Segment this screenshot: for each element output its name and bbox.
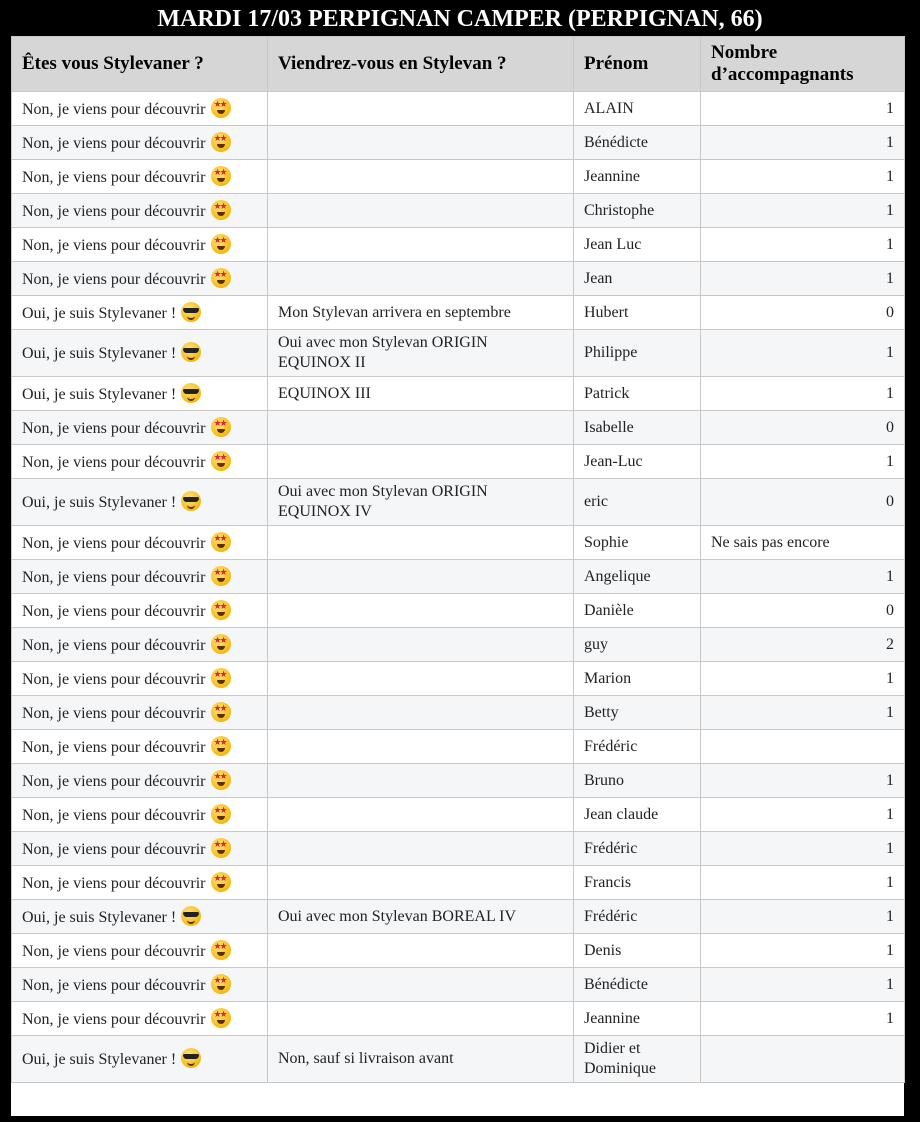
cell-vehicle xyxy=(268,934,574,968)
registrations-table xyxy=(11,36,905,1083)
table-body xyxy=(12,92,905,1083)
cell-vehicle xyxy=(268,445,574,479)
cell-companions: 1 xyxy=(701,194,905,228)
cell-companions: 1 xyxy=(701,1002,905,1036)
cell-firstname: Hubert xyxy=(574,296,701,330)
status-text: Oui, je suis Stylevaner ! xyxy=(22,494,177,511)
column-header-firstname: Prénom xyxy=(574,37,701,92)
cell-stylevaner xyxy=(12,377,268,411)
cell-vehicle xyxy=(268,730,574,764)
sunglasses-emoji-icon xyxy=(181,342,201,362)
table-row xyxy=(12,194,905,228)
cell-companions: 0 xyxy=(701,479,905,526)
table-row xyxy=(12,696,905,730)
cell-stylevaner xyxy=(12,832,268,866)
table-row xyxy=(12,1002,905,1036)
cell-vehicle xyxy=(268,560,574,594)
cell-companions xyxy=(701,730,905,764)
cell-companions: 1 xyxy=(701,764,905,798)
cell-vehicle xyxy=(268,628,574,662)
cell-stylevaner xyxy=(12,594,268,628)
star-struck-emoji-icon xyxy=(211,532,231,552)
cell-companions: Ne sais pas encore xyxy=(701,526,905,560)
cell-companions xyxy=(701,1036,905,1083)
status-text: Non, je viens pour découvrir xyxy=(22,806,206,824)
cell-stylevaner xyxy=(12,445,268,479)
table-row xyxy=(12,968,905,1002)
status-text: Non, je viens pour découvrir xyxy=(22,942,206,960)
table-row xyxy=(12,1036,905,1083)
cell-firstname: Marion xyxy=(574,662,701,696)
status-text: Non, je viens pour découvrir xyxy=(22,1010,206,1028)
cell-firstname: Isabelle xyxy=(574,411,701,445)
star-struck-emoji-icon xyxy=(211,872,231,892)
cell-companions: 1 xyxy=(701,377,905,411)
status-text: Non, je viens pour découvrir xyxy=(22,134,206,152)
cell-vehicle xyxy=(268,764,574,798)
sunglasses-emoji-icon xyxy=(181,302,201,322)
cell-companions: 1 xyxy=(701,228,905,262)
status-text: Non, je viens pour découvrir xyxy=(22,636,206,654)
cell-companions: 1 xyxy=(701,900,905,934)
cell-firstname: Betty xyxy=(574,696,701,730)
cell-companions: 1 xyxy=(701,160,905,194)
cell-companions: 0 xyxy=(701,411,905,445)
cell-firstname: Jean xyxy=(574,262,701,296)
cell-firstname: Francis xyxy=(574,866,701,900)
status-text: Non, je viens pour découvrir xyxy=(22,453,206,471)
status-text: Non, je viens pour découvrir xyxy=(22,602,206,620)
header-row xyxy=(12,37,905,92)
cell-stylevaner xyxy=(12,126,268,160)
sunglasses-emoji-icon xyxy=(181,906,201,926)
cell-firstname: guy xyxy=(574,628,701,662)
cell-vehicle: EQUINOX III xyxy=(268,377,574,411)
cell-firstname: Jeannine xyxy=(574,160,701,194)
star-struck-emoji-icon xyxy=(211,736,231,756)
cell-vehicle xyxy=(268,262,574,296)
cell-vehicle xyxy=(268,798,574,832)
cell-stylevaner xyxy=(12,296,268,330)
star-struck-emoji-icon xyxy=(211,702,231,722)
cell-vehicle xyxy=(268,160,574,194)
table-row xyxy=(12,126,905,160)
cell-stylevaner xyxy=(12,228,268,262)
table-row xyxy=(12,479,905,526)
cell-firstname: Bénédicte xyxy=(574,126,701,160)
cell-vehicle xyxy=(268,866,574,900)
star-struck-emoji-icon xyxy=(211,770,231,790)
cell-vehicle: Oui avec mon Stylevan ORIGIN EQUINOX II xyxy=(268,330,574,377)
cell-stylevaner xyxy=(12,262,268,296)
status-text: Non, je viens pour découvrir xyxy=(22,100,206,118)
status-text: Non, je viens pour découvrir xyxy=(22,840,206,858)
status-text: Oui, je suis Stylevaner ! xyxy=(22,345,177,362)
cell-stylevaner xyxy=(12,764,268,798)
cell-firstname: Angelique xyxy=(574,560,701,594)
star-struck-emoji-icon xyxy=(211,566,231,586)
cell-companions: 1 xyxy=(701,662,905,696)
cell-stylevaner xyxy=(12,92,268,126)
cell-stylevaner xyxy=(12,160,268,194)
star-struck-emoji-icon xyxy=(211,132,231,152)
cell-firstname: Jean-Luc xyxy=(574,445,701,479)
cell-stylevaner xyxy=(12,934,268,968)
cell-vehicle: Mon Stylevan arrivera en septembre xyxy=(268,296,574,330)
cell-vehicle xyxy=(268,526,574,560)
star-struck-emoji-icon xyxy=(211,940,231,960)
cell-vehicle xyxy=(268,1002,574,1036)
cell-vehicle xyxy=(268,126,574,160)
status-text: Oui, je suis Stylevaner ! xyxy=(22,385,177,403)
table-row xyxy=(12,866,905,900)
star-struck-emoji-icon xyxy=(211,200,231,220)
star-struck-emoji-icon xyxy=(211,166,231,186)
cell-companions: 0 xyxy=(701,594,905,628)
cell-vehicle: Oui avec mon Stylevan BOREAL IV xyxy=(268,900,574,934)
cell-stylevaner xyxy=(12,479,268,526)
cell-vehicle xyxy=(268,662,574,696)
star-struck-emoji-icon xyxy=(211,668,231,688)
cell-stylevaner xyxy=(12,1002,268,1036)
status-text: Non, je viens pour découvrir xyxy=(22,670,206,688)
table-row xyxy=(12,662,905,696)
cell-vehicle xyxy=(268,92,574,126)
cell-stylevaner xyxy=(12,411,268,445)
cell-firstname: Jean claude xyxy=(574,798,701,832)
cell-companions: 1 xyxy=(701,262,905,296)
cell-stylevaner xyxy=(12,560,268,594)
cell-companions: 1 xyxy=(701,92,905,126)
cell-stylevaner xyxy=(12,194,268,228)
cell-companions: 1 xyxy=(701,968,905,1002)
star-struck-emoji-icon xyxy=(211,417,231,437)
table-row xyxy=(12,160,905,194)
star-struck-emoji-icon xyxy=(211,804,231,824)
table-row xyxy=(12,445,905,479)
cell-firstname: Christophe xyxy=(574,194,701,228)
cell-companions: 0 xyxy=(701,296,905,330)
column-header-vehicle: Viendrez-vous en Stylevan ? xyxy=(268,37,574,92)
cell-vehicle: Oui avec mon Stylevan ORIGIN EQUINOX IV xyxy=(268,479,574,526)
table-row xyxy=(12,832,905,866)
cell-firstname: ALAIN xyxy=(574,92,701,126)
cell-firstname: Sophie xyxy=(574,526,701,560)
cell-firstname: Didier et Dominique xyxy=(574,1036,701,1083)
cell-companions: 1 xyxy=(701,126,905,160)
cell-firstname: Jeannine xyxy=(574,1002,701,1036)
column-header-companions: Nombre d’accompagnants xyxy=(701,37,905,92)
status-text: Non, je viens pour découvrir xyxy=(22,202,206,220)
star-struck-emoji-icon xyxy=(211,98,231,118)
cell-firstname: eric xyxy=(574,479,701,526)
star-struck-emoji-icon xyxy=(211,451,231,471)
table-row xyxy=(12,628,905,662)
cell-firstname: Bruno xyxy=(574,764,701,798)
status-text: Non, je viens pour découvrir xyxy=(22,976,206,994)
table-row xyxy=(12,798,905,832)
cell-firstname: Frédéric xyxy=(574,900,701,934)
table-row xyxy=(12,764,905,798)
cell-firstname: Patrick xyxy=(574,377,701,411)
sunglasses-emoji-icon xyxy=(181,1048,201,1068)
table-row xyxy=(12,296,905,330)
status-text: Non, je viens pour découvrir xyxy=(22,168,206,186)
status-text: Non, je viens pour découvrir xyxy=(22,270,206,288)
cell-companions: 1 xyxy=(701,934,905,968)
cell-vehicle xyxy=(268,832,574,866)
cell-stylevaner xyxy=(12,696,268,730)
cell-stylevaner xyxy=(12,662,268,696)
table-row xyxy=(12,411,905,445)
status-text: Non, je viens pour découvrir xyxy=(22,738,206,756)
cell-firstname: Frédéric xyxy=(574,730,701,764)
status-text: Non, je viens pour découvrir xyxy=(22,419,206,437)
cell-firstname: Bénédicte xyxy=(574,968,701,1002)
cell-companions: 2 xyxy=(701,628,905,662)
star-struck-emoji-icon xyxy=(211,1008,231,1028)
status-text: Non, je viens pour découvrir xyxy=(22,704,206,722)
cell-vehicle xyxy=(268,228,574,262)
cell-companions: 1 xyxy=(701,560,905,594)
cell-stylevaner xyxy=(12,798,268,832)
cell-vehicle xyxy=(268,194,574,228)
cell-vehicle: Non, sauf si livraison avant xyxy=(268,1036,574,1083)
cell-stylevaner xyxy=(12,526,268,560)
table-row xyxy=(12,594,905,628)
table-row xyxy=(12,330,905,377)
cell-vehicle xyxy=(268,968,574,1002)
status-text: Oui, je suis Stylevaner ! xyxy=(22,304,177,322)
star-struck-emoji-icon xyxy=(211,974,231,994)
table-row xyxy=(12,92,905,126)
cell-vehicle xyxy=(268,594,574,628)
cell-vehicle xyxy=(268,696,574,730)
star-struck-emoji-icon xyxy=(211,234,231,254)
cell-stylevaner xyxy=(12,900,268,934)
cell-companions: 1 xyxy=(701,798,905,832)
cell-companions: 1 xyxy=(701,445,905,479)
cell-companions: 1 xyxy=(701,330,905,377)
star-struck-emoji-icon xyxy=(211,634,231,654)
cell-companions: 1 xyxy=(701,866,905,900)
cell-vehicle xyxy=(268,411,574,445)
page-title: MARDI 17/03 PERPIGNAN CAMPER (PERPIGNAN, 66) xyxy=(157,6,763,32)
status-text: Non, je viens pour découvrir xyxy=(22,568,206,586)
cell-companions: 1 xyxy=(701,832,905,866)
star-struck-emoji-icon xyxy=(211,268,231,288)
column-header-stylevaner: Êtes vous Stylevaner ? xyxy=(12,37,268,92)
table-row xyxy=(12,262,905,296)
cell-stylevaner xyxy=(12,330,268,377)
star-struck-emoji-icon xyxy=(211,838,231,858)
table-row xyxy=(12,730,905,764)
cell-firstname: Frédéric xyxy=(574,832,701,866)
cell-companions: 1 xyxy=(701,696,905,730)
status-text: Oui, je suis Stylevaner ! xyxy=(22,1051,177,1068)
status-text: Oui, je suis Stylevaner ! xyxy=(22,908,177,926)
table-row xyxy=(12,228,905,262)
status-text: Non, je viens pour découvrir xyxy=(22,534,206,552)
table-row xyxy=(12,934,905,968)
status-text: Non, je viens pour découvrir xyxy=(22,874,206,892)
status-text: Non, je viens pour découvrir xyxy=(22,772,206,790)
cell-stylevaner xyxy=(12,968,268,1002)
cell-firstname: Denis xyxy=(574,934,701,968)
cell-stylevaner xyxy=(12,628,268,662)
sunglasses-emoji-icon xyxy=(181,491,201,511)
cell-stylevaner xyxy=(12,730,268,764)
table-row xyxy=(12,526,905,560)
status-text: Non, je viens pour découvrir xyxy=(22,236,206,254)
table-row xyxy=(12,377,905,411)
cell-stylevaner xyxy=(12,1036,268,1083)
cell-firstname: Philippe xyxy=(574,330,701,377)
table-row xyxy=(12,900,905,934)
star-struck-emoji-icon xyxy=(211,600,231,620)
table-row xyxy=(12,560,905,594)
sunglasses-emoji-icon xyxy=(181,383,201,403)
registration-sheet xyxy=(11,36,904,1116)
cell-firstname: Jean Luc xyxy=(574,228,701,262)
cell-stylevaner xyxy=(12,866,268,900)
cell-firstname: Danièle xyxy=(574,594,701,628)
